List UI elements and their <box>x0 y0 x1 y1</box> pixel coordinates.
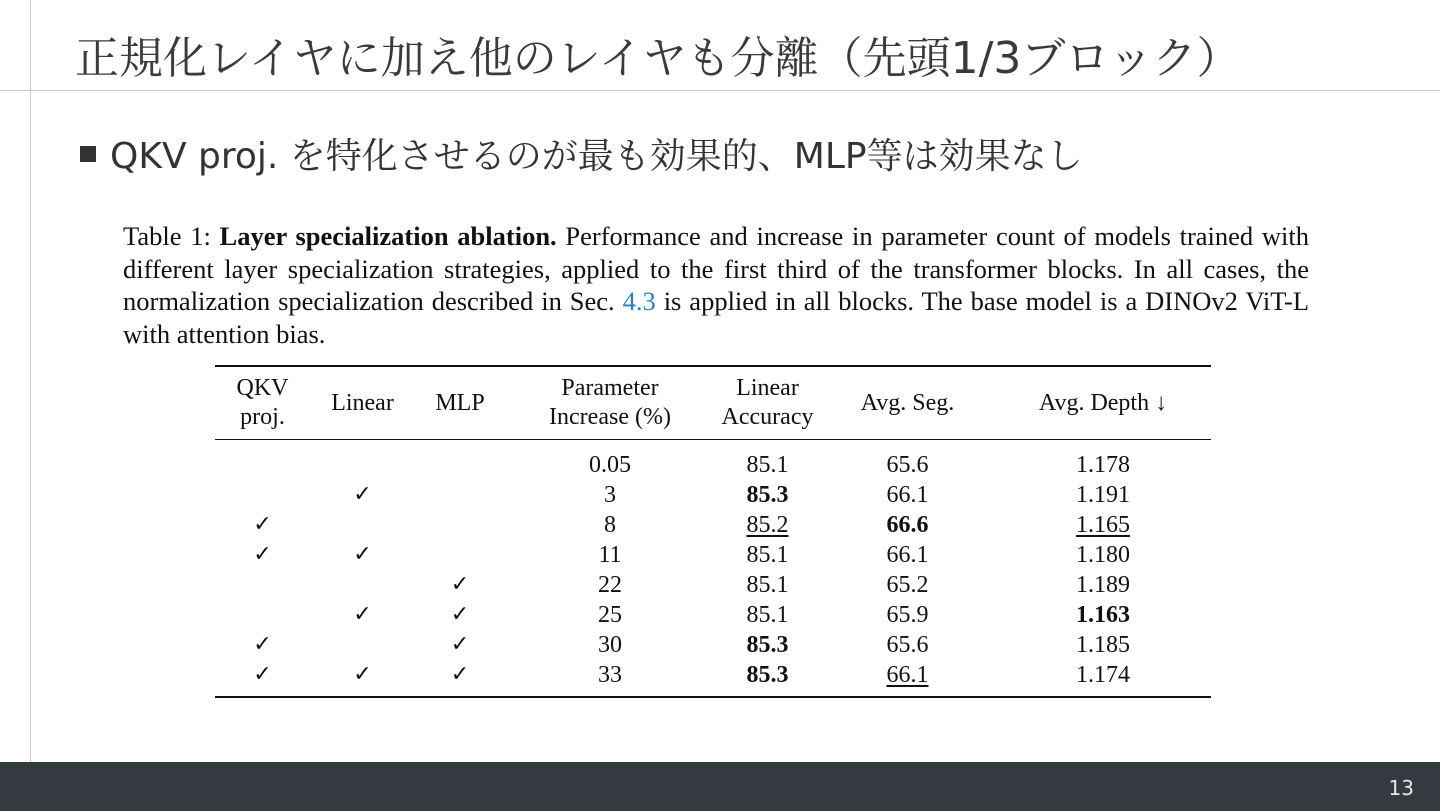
cell-linear <box>310 630 415 660</box>
cell-seg: 66.1 <box>886 662 929 688</box>
table-row <box>215 570 1211 600</box>
cell-qkv: ✓ <box>253 632 272 657</box>
table-header-row <box>215 367 1211 439</box>
cell-depth: 1.180 <box>1076 542 1130 568</box>
page-number: 13 <box>1388 776 1414 800</box>
table-row <box>215 660 1211 696</box>
cell-mlp <box>415 440 505 480</box>
cell-mlp: ✓ <box>450 632 470 657</box>
cell-qkv: ✓ <box>253 512 272 537</box>
cell-mlp <box>415 540 505 570</box>
cell-param: 3 <box>604 482 616 508</box>
table-row <box>215 480 1211 510</box>
cell-mlp: ✓ <box>450 662 470 687</box>
cell-acc: 85.3 <box>746 632 789 658</box>
cell-mlp <box>415 510 505 540</box>
cell-acc: 85.1 <box>746 602 789 628</box>
cell-seg: 66.1 <box>886 482 929 508</box>
cell-param: 25 <box>598 602 622 628</box>
cell-acc: 85.1 <box>746 542 789 568</box>
caption-text-1: Performance and increase in parameter count of models trained with different layer specialization strategies, applied to the first third of the transformer blocks. In all cases, the normalization specialization described in Sec. <box>123 221 1309 316</box>
cell-seg: 66.1 <box>886 542 929 568</box>
cell-linear: ✓ <box>353 662 372 687</box>
slide-title: 正規化レイヤに加え他のレイヤも分離（先頭1/3ブロック） <box>75 33 1241 84</box>
cell-qkv <box>215 570 310 600</box>
cell-linear: ✓ <box>353 542 372 567</box>
cell-acc: 85.2 <box>746 512 789 538</box>
cell-linear <box>310 440 415 480</box>
caption-text-2: is applied in all blocks. The base model is a DINOv2 ViT-L with attention bias. <box>123 286 1310 349</box>
table-bottom-rule <box>215 696 1211 698</box>
cell-qkv: ✓ <box>253 662 272 687</box>
left-divider <box>30 0 31 762</box>
cell-mlp: ✓ <box>450 602 470 627</box>
table-row <box>215 540 1211 570</box>
header-avg-depth: Avg. Depth ↓ <box>1038 389 1168 416</box>
cell-param: 33 <box>598 662 622 688</box>
header-linear-accuracy: Linear Accuracy <box>721 375 814 430</box>
cell-depth: 1.191 <box>1076 482 1130 508</box>
cell-param: 0.05 <box>589 452 631 478</box>
bullet-text: QKV proj. を特化させるのが最も効果的、MLP等は効果なし <box>110 136 1083 177</box>
cell-param: 22 <box>598 572 622 598</box>
cell-linear <box>310 510 415 540</box>
cell-qkv <box>215 600 310 630</box>
cell-depth: 1.174 <box>1076 662 1130 688</box>
cell-seg: 65.2 <box>886 572 929 598</box>
table-row <box>215 440 1211 480</box>
caption-label: Table 1: <box>123 221 211 251</box>
cell-acc: 85.1 <box>746 572 789 598</box>
results-table <box>215 365 1211 698</box>
header-linear: Linear <box>331 389 394 416</box>
table-row <box>215 510 1211 540</box>
table-row <box>215 600 1211 630</box>
table-row <box>215 630 1211 660</box>
cell-acc: 85.3 <box>746 662 789 688</box>
cell-acc: 85.3 <box>746 482 789 508</box>
cell-linear <box>310 570 415 600</box>
header-mlp: MLP <box>435 389 485 416</box>
section-reference-link[interactable]: 4.3 <box>622 286 656 316</box>
cell-depth: 1.185 <box>1076 632 1130 658</box>
table-caption <box>123 220 1309 350</box>
cell-depth: 1.163 <box>1076 602 1130 628</box>
cell-qkv <box>215 480 310 510</box>
cell-seg: 65.6 <box>886 632 929 658</box>
bullet-item <box>80 128 1083 179</box>
cell-mlp <box>415 480 505 510</box>
cell-depth: 1.189 <box>1076 572 1130 598</box>
header-qkv: QKV proj. <box>236 375 289 430</box>
cell-seg: 65.9 <box>886 602 929 628</box>
cell-param: 30 <box>598 632 622 658</box>
header-avg-seg: Avg. Seg. <box>860 389 955 416</box>
cell-linear: ✓ <box>353 482 372 507</box>
bullet-square-icon <box>80 146 96 162</box>
header-param-increase: Parameter Increase (%) <box>549 375 671 430</box>
cell-param: 11 <box>598 542 622 568</box>
cell-depth: 1.165 <box>1076 512 1130 538</box>
cell-qkv: ✓ <box>253 542 272 567</box>
cell-seg: 65.6 <box>886 452 929 478</box>
cell-acc: 85.1 <box>746 452 789 478</box>
cell-seg: 66.6 <box>886 512 929 538</box>
caption-bold: Layer specialization ablation. <box>219 221 557 251</box>
cell-qkv <box>215 440 310 480</box>
footer-bar <box>0 762 1440 811</box>
cell-param: 8 <box>604 512 616 538</box>
cell-depth: 1.178 <box>1076 452 1130 478</box>
cell-linear: ✓ <box>353 602 372 627</box>
cell-mlp: ✓ <box>450 572 470 597</box>
title-divider <box>0 90 1440 91</box>
